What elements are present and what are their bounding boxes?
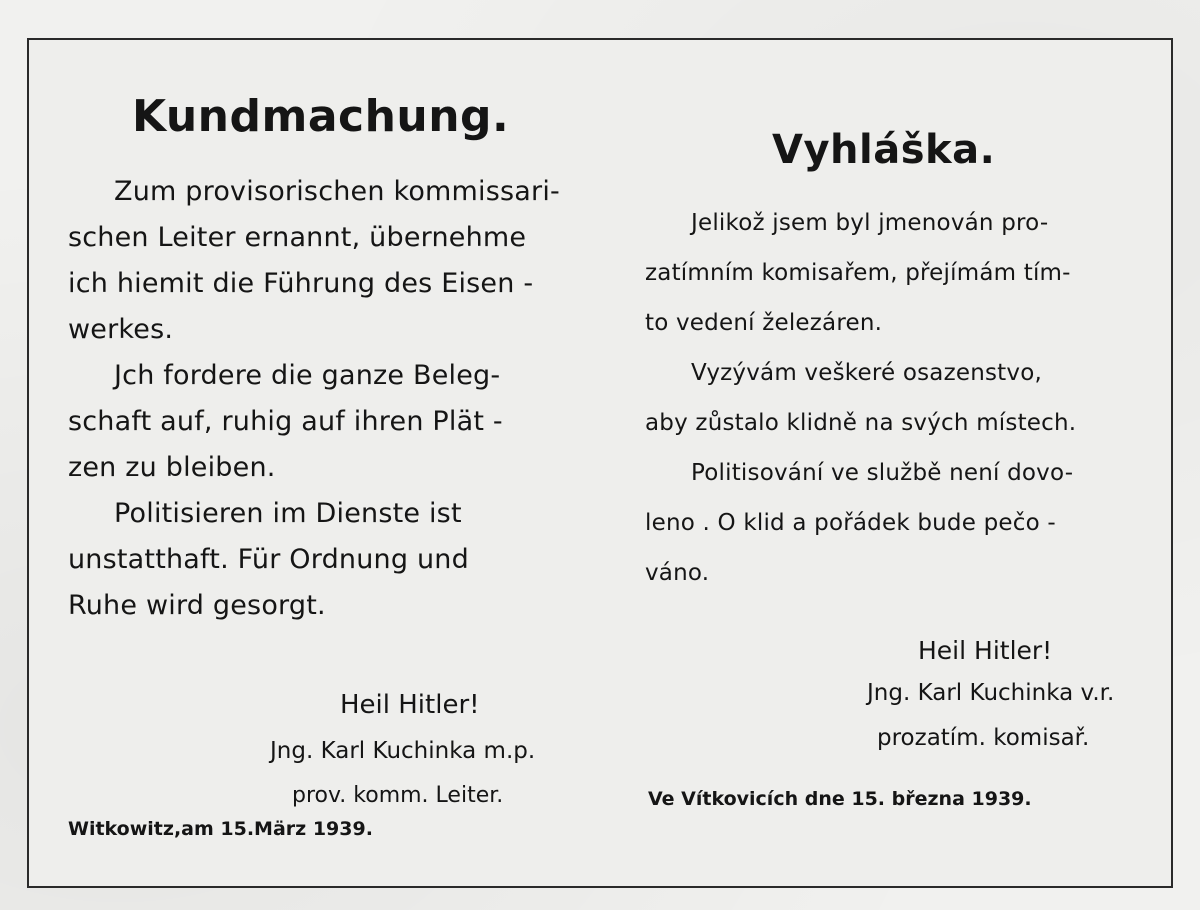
german-signature: Jng. Karl Kuchinka m.p. bbox=[270, 738, 536, 764]
german-paragraph-3 bbox=[68, 491, 563, 629]
text-line: váno. bbox=[645, 560, 710, 586]
czech-paragraph-3 bbox=[645, 448, 1150, 598]
text-line: zen zu bleiben. bbox=[68, 452, 276, 483]
text-line: aby zůstalo klidně na svých místech. bbox=[645, 410, 1077, 436]
text-line: schaft auf, ruhig auf ihren Plät - bbox=[68, 406, 503, 437]
text-line: Politisieren im Dienste ist bbox=[114, 498, 462, 529]
german-title: Kundmachung. bbox=[132, 91, 510, 142]
czech-paragraph-2 bbox=[645, 348, 1150, 448]
text-line: ich hiemit die Führung des Eisen - bbox=[68, 268, 534, 299]
german-paragraph-2 bbox=[68, 353, 563, 491]
czech-role: prozatím. komisař. bbox=[877, 725, 1090, 751]
text-line: Jelikož jsem byl jmenován pro- bbox=[691, 210, 1049, 236]
czech-title: Vyhláška. bbox=[772, 127, 996, 173]
text-line: Ruhe wird gesorgt. bbox=[68, 590, 326, 621]
text-line: to vedení železáren. bbox=[645, 310, 883, 336]
text-line: Jch fordere die ganze Beleg- bbox=[114, 360, 501, 391]
german-greeting: Heil Hitler! bbox=[340, 690, 480, 720]
text-line: zatímním komisařem, přejímám tím- bbox=[645, 260, 1071, 286]
german-place-date: Witkowitz,am 15.März 1939. bbox=[68, 818, 373, 840]
german-role: prov. komm. Leiter. bbox=[292, 783, 504, 808]
text-line: Zum provisorischen kommissari- bbox=[114, 176, 560, 207]
german-paragraph-1 bbox=[68, 169, 563, 353]
czech-notice bbox=[645, 127, 1150, 598]
czech-greeting: Heil Hitler! bbox=[918, 636, 1053, 665]
text-line: unstatthaft. Für Ordnung und bbox=[68, 544, 469, 575]
czech-place-date: Ve Vítkovicích dne 15. března 1939. bbox=[648, 788, 1032, 810]
text-line: werkes. bbox=[68, 314, 174, 345]
text-line: Vyzývám veškeré osazenstvo, bbox=[691, 360, 1042, 386]
german-notice bbox=[68, 91, 563, 629]
czech-paragraph-1 bbox=[645, 198, 1150, 348]
text-line: schen Leiter ernannt, übernehme bbox=[68, 222, 527, 253]
text-line: leno . O klid a pořádek bude pečo - bbox=[645, 510, 1056, 536]
text-line: Politisování ve službě není dovo- bbox=[691, 460, 1074, 486]
czech-signature: Jng. Karl Kuchinka v.r. bbox=[867, 680, 1115, 706]
